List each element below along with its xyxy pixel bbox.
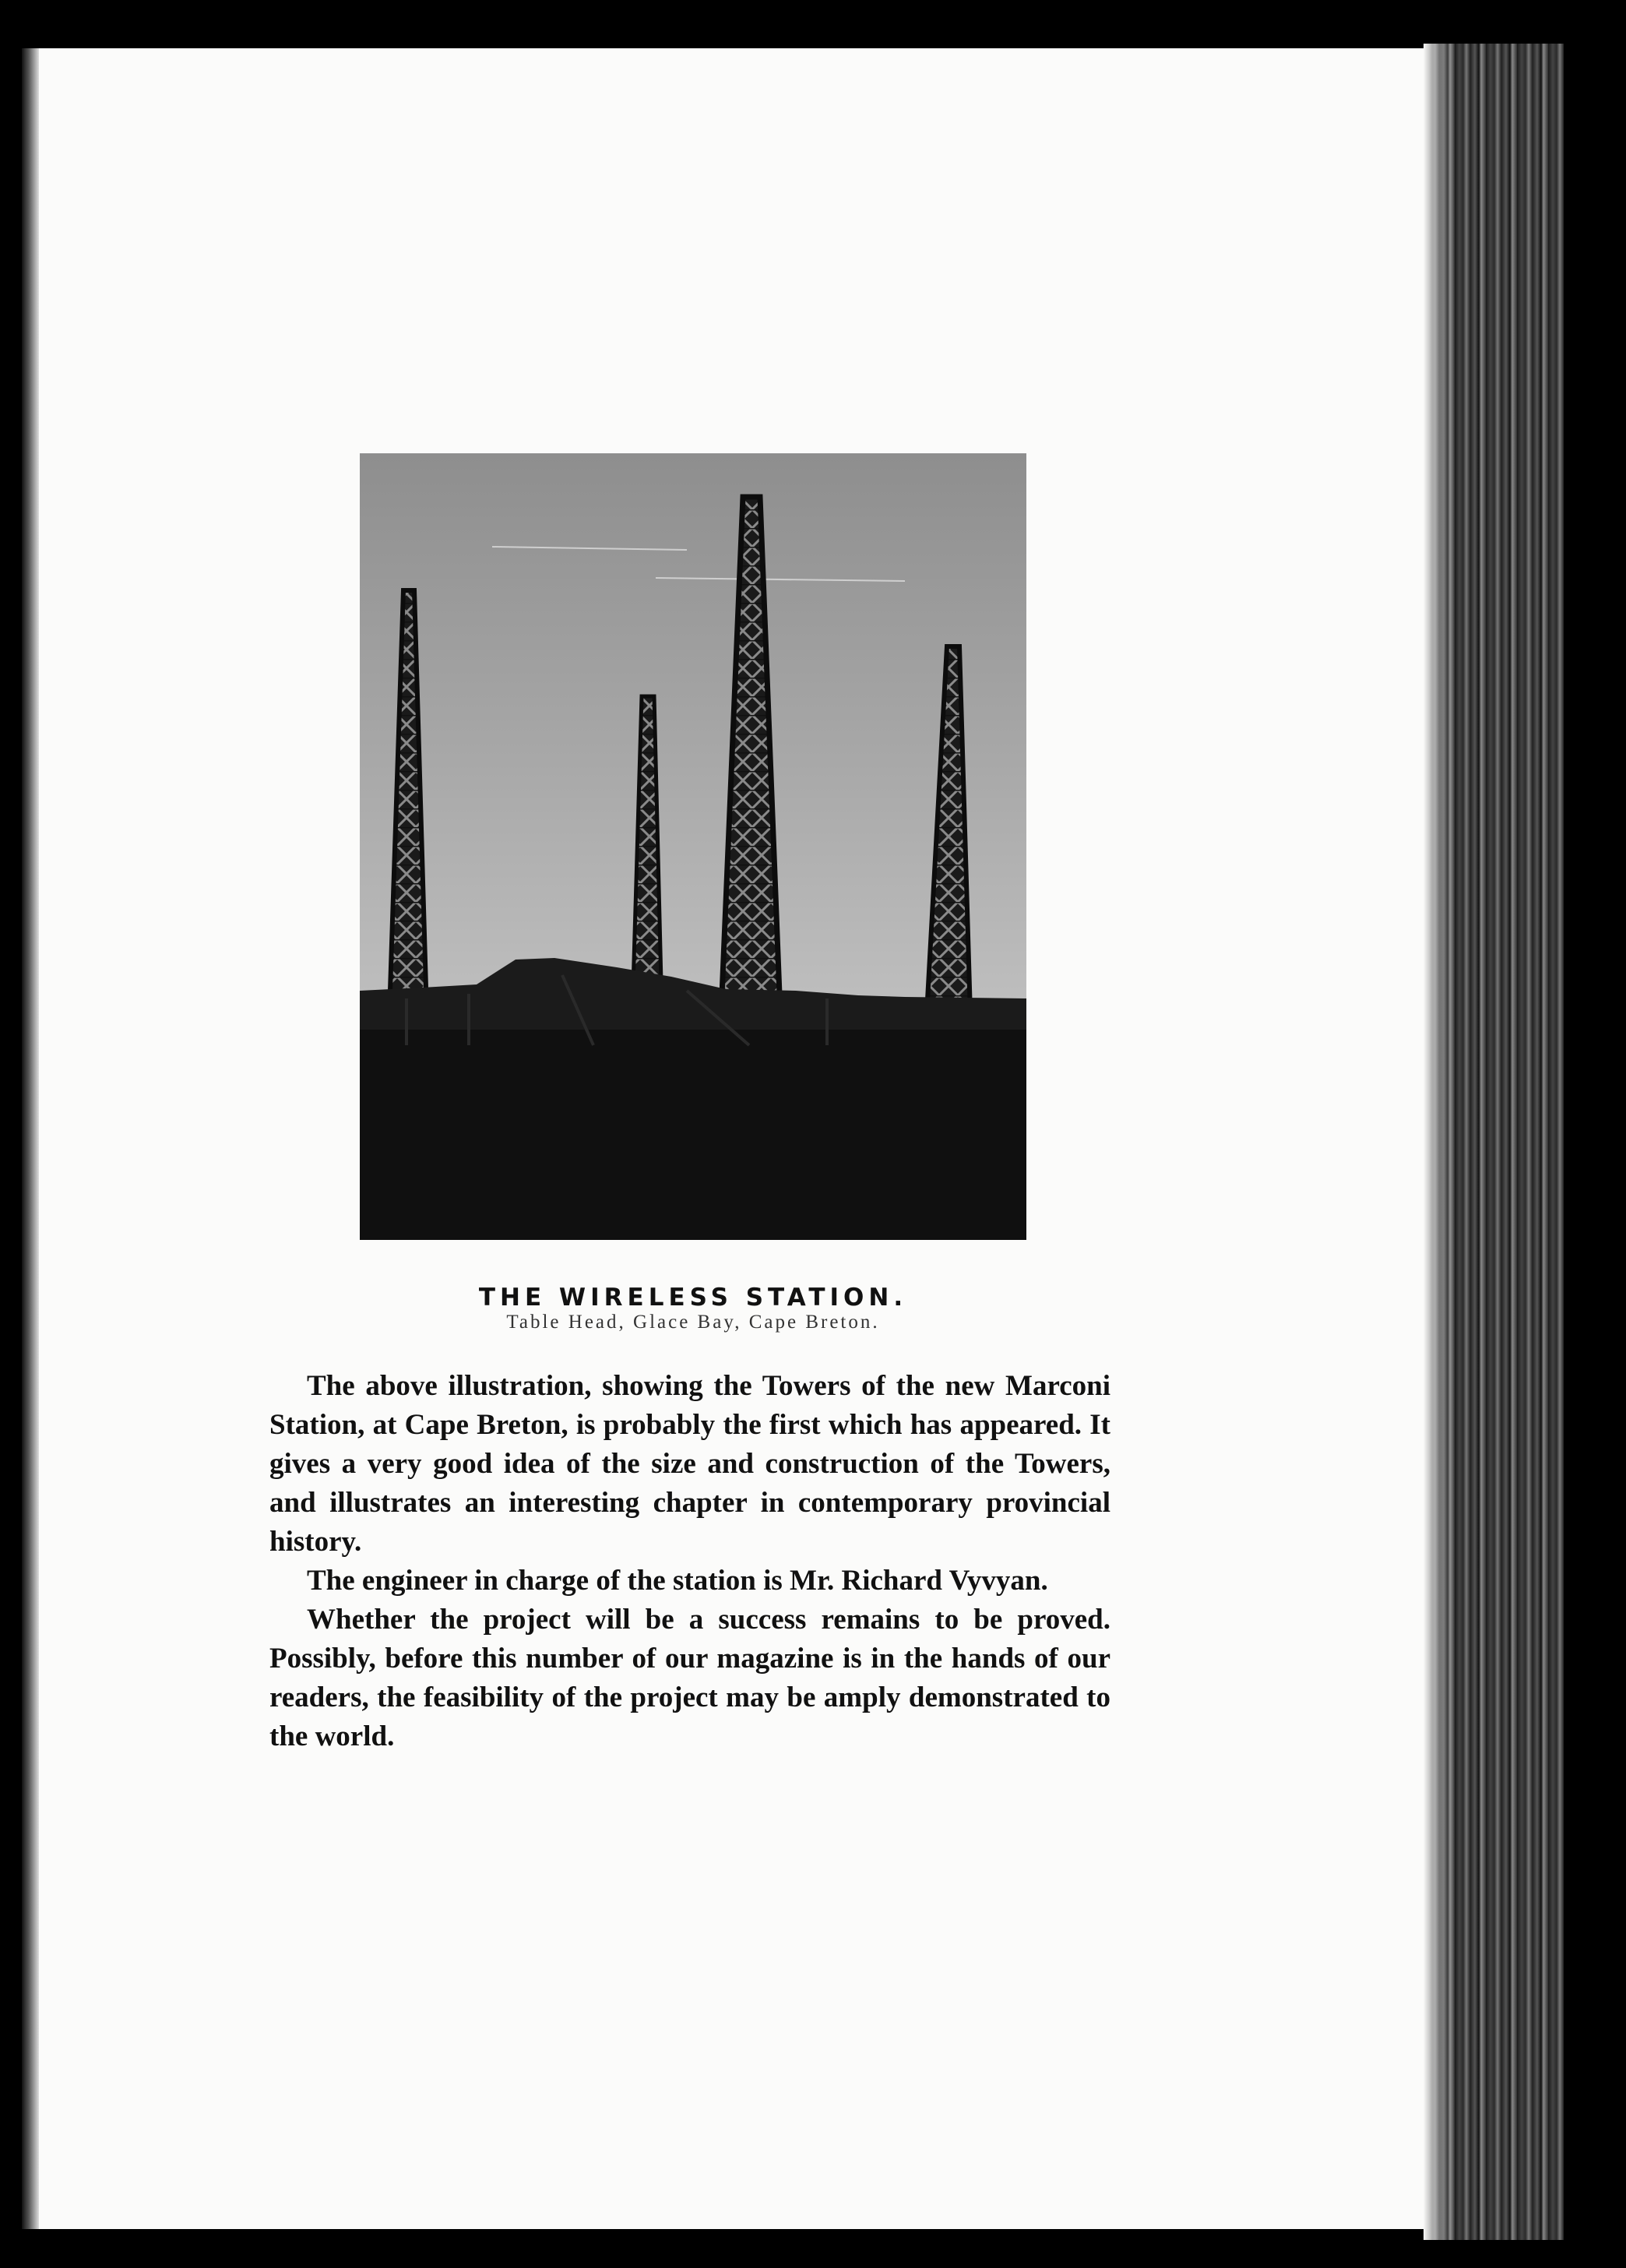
photo-caption-subtitle: Table Head, Glace Bay, Cape Breton. [506, 1312, 880, 1333]
paragraph: The engineer in charge of the station is Mr. Richard Vyvyan. [307, 1565, 1048, 1597]
paragraph: The above illustration, showing the Towers of the new Marconi Station, at Cape Breton, is probably the first which has appeared. It gives a very good idea of the size and construction of the Towers, and illustrates an interesting chapter in contemporary provincial history. [269, 1370, 1110, 1558]
article-body [269, 1367, 1110, 1756]
book-edge-shade [1424, 44, 1455, 2240]
page-left-edge [22, 48, 39, 2229]
sky [360, 453, 1026, 1069]
paragraph: Whether the project will be a success remains to be proved. Possibly, before this number of our magazine is in the hands of our readers, the feasibility of the project may be amply demonstrated to the world. [269, 1604, 1110, 1752]
ground [360, 1030, 1026, 1240]
photo-caption-title: THE WIRELESS STATION. [478, 1284, 908, 1312]
wireless-towers-photo [360, 453, 1026, 1240]
